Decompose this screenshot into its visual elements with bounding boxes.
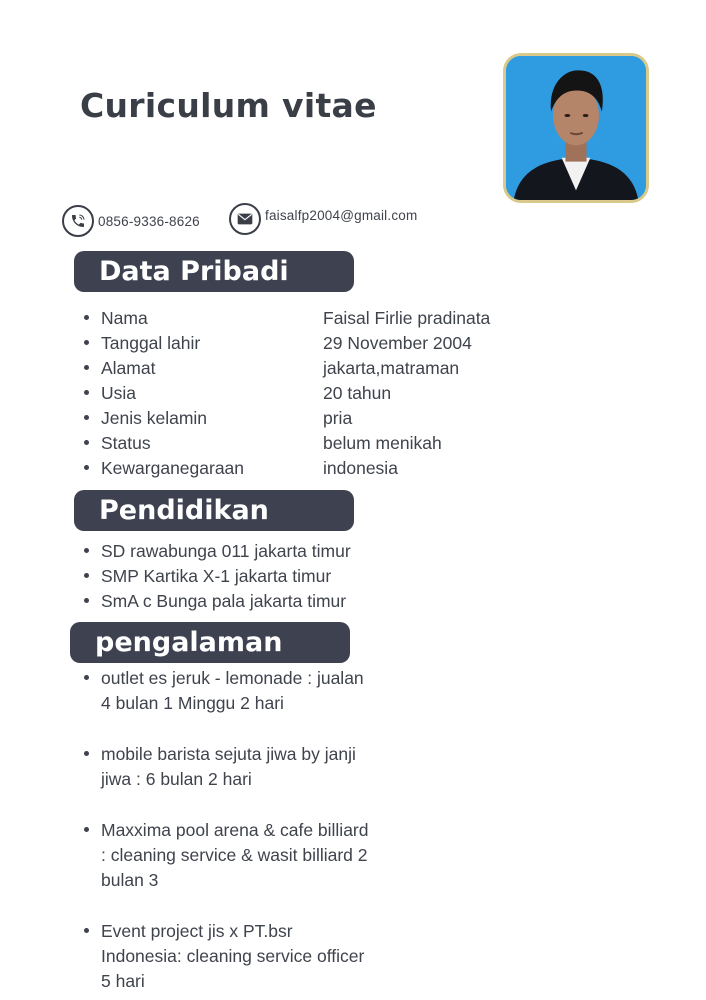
list-item: Maxxima pool arena & cafe billiard : cleaning service & wasit billiard 2 bulan 3 — [81, 818, 411, 893]
contact-phone — [62, 205, 200, 237]
phone-icon — [62, 205, 94, 237]
email-address: faisalfp2004@gmail.com — [265, 207, 418, 223]
list-item: Nama Faisal Firlie pradinata — [81, 306, 581, 331]
list-item: Usia 20 tahun — [81, 381, 581, 406]
list-item: SMP Kartika X-1 jakarta timur — [81, 564, 581, 589]
list-item: Alamat jakarta,matraman — [81, 356, 581, 381]
list-item: SD rawabunga 011 jakarta timur — [81, 539, 581, 564]
list-item: Jenis kelamin pria — [81, 406, 581, 431]
section-header-education: Pendidikan — [74, 490, 354, 531]
list-item: Tanggal lahir 29 November 2004 — [81, 331, 581, 356]
list-item: mobile barista sejuta jiwa by janji jiwa : 6 bulan 2 hari — [81, 742, 411, 792]
list-item: Event project jis x PT.bsr Indonesia: cleaning service officer 5 hari — [81, 919, 411, 994]
personal-data-list — [81, 306, 581, 481]
list-item: Status belum menikah — [81, 431, 581, 456]
list-item: outlet es jeruk - lemonade : jualan 4 bulan 1 Minggu 2 hari — [81, 666, 411, 716]
envelope-icon — [229, 203, 261, 235]
cv-title: Curiculum vitae — [80, 86, 377, 125]
list-item: SmA c Bunga pala jakarta timur — [81, 589, 581, 614]
experience-list — [81, 666, 411, 1000]
phone-number: 0856-9336-8626 — [98, 213, 200, 229]
profile-photo — [503, 53, 649, 203]
list-item: Kewarganegaraan indonesia — [81, 456, 581, 481]
education-list — [81, 539, 581, 614]
contact-email — [229, 203, 417, 235]
section-header-personal: Data Pribadi — [74, 251, 354, 292]
section-header-experience: pengalaman — [70, 622, 350, 663]
